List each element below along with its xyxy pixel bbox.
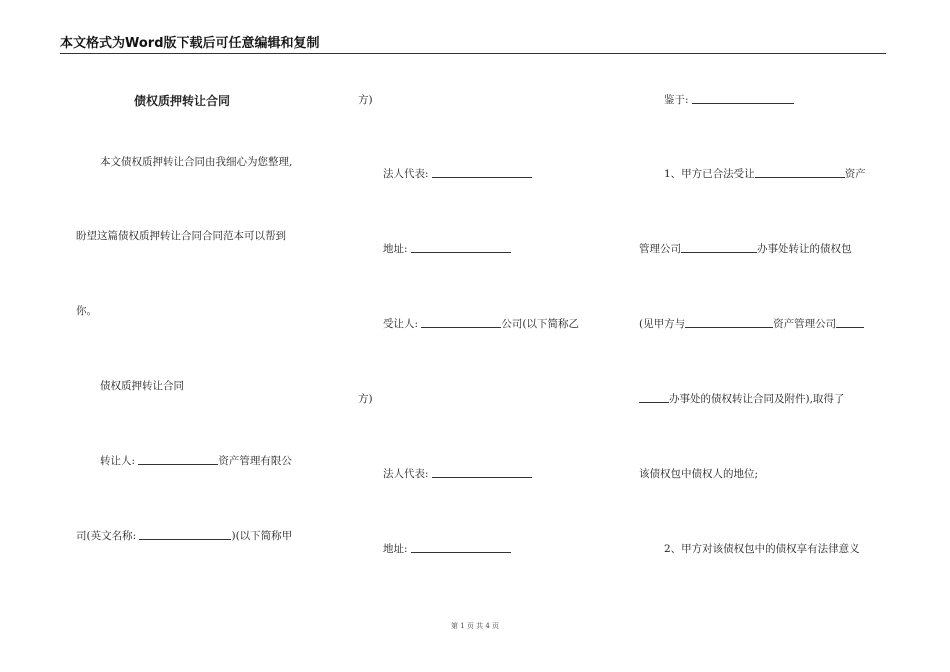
- address-label-1: 地址:: [383, 243, 408, 255]
- address-line-2: [383, 541, 511, 557]
- legal-rep-blank-2: [432, 467, 532, 478]
- item1-suffix: 资产: [844, 168, 866, 180]
- item1-line-3: [639, 316, 864, 332]
- address-line-1: [383, 241, 511, 257]
- item1-l2-suffix: 办事处转让的债权包: [757, 243, 852, 255]
- party-a-close: 方): [358, 94, 373, 106]
- transferor-suffix: 资产管理有限公: [218, 455, 292, 467]
- transferee-line: [383, 316, 579, 332]
- company-en-line: [76, 528, 292, 544]
- item1-l4-suffix: 办事处的债权转让合同及附件),取得了: [669, 393, 845, 405]
- legal-rep-line-2: [383, 466, 532, 482]
- whereas-label: 鉴于:: [664, 94, 689, 106]
- transferee-blank: [421, 317, 501, 328]
- address-blank-2: [411, 542, 511, 553]
- item1-blank-2: [681, 242, 757, 253]
- address-blank-1: [411, 242, 511, 253]
- item1-l2-prefix: 管理公司: [639, 243, 681, 255]
- header-divider: [60, 53, 886, 54]
- party-b-close: 方): [358, 393, 373, 405]
- legal-rep-label-1: 法人代表:: [383, 168, 429, 180]
- item1-blank-3: [685, 317, 773, 328]
- address-label-2: 地址:: [383, 543, 408, 555]
- item1-l3-prefix: (见甲方与: [639, 318, 686, 330]
- item1-l3-mid: 资产管理公司: [773, 318, 837, 330]
- item2-line-1: 2、甲方对该债权包中的债权享有法律意义: [664, 543, 860, 555]
- item1-blank-5: [639, 392, 669, 403]
- legal-rep-label-2: 法人代表:: [383, 468, 429, 480]
- item1-line-1: [664, 166, 866, 182]
- item1-prefix: 1、甲方已合法受让: [664, 168, 755, 180]
- legal-rep-line-1: [383, 166, 532, 182]
- transferor-line: [100, 453, 292, 469]
- transferor-label: 转让人:: [100, 455, 136, 467]
- item1-line-5: 该债权包中债权人的地位;: [639, 468, 759, 480]
- item1-line-4: [639, 391, 844, 407]
- document-title: 债权质押转让合同: [134, 94, 231, 108]
- document-header: 本文格式为Word版下载后可任意编辑和复制: [60, 36, 320, 51]
- company-en-prefix: 司(英文名称:: [76, 530, 137, 542]
- company-en-blank: [139, 529, 231, 540]
- intro-line-2: 盼望这篇债权质押转让合同合同范本可以帮到: [76, 230, 286, 242]
- transferee-suffix: 公司(以下简称乙: [501, 318, 579, 330]
- intro-line-1: 本文债权质押转让合同由我细心为您整理,: [100, 156, 293, 168]
- whereas-line: [664, 92, 794, 108]
- transferee-label: 受让人:: [383, 318, 419, 330]
- whereas-blank: [692, 93, 794, 104]
- item1-blank-4: [836, 317, 864, 328]
- intro-line-3: 你。: [76, 305, 97, 317]
- item1-line-2: [639, 241, 852, 257]
- legal-rep-blank-1: [432, 167, 532, 178]
- company-en-suffix: )(以下简称甲: [231, 530, 293, 542]
- item1-blank-1: [755, 167, 845, 178]
- transferor-blank: [138, 454, 218, 465]
- page-footer: 第 1 页 共 4 页: [450, 622, 500, 630]
- contract-subtitle: 债权质押转让合同: [100, 380, 184, 392]
